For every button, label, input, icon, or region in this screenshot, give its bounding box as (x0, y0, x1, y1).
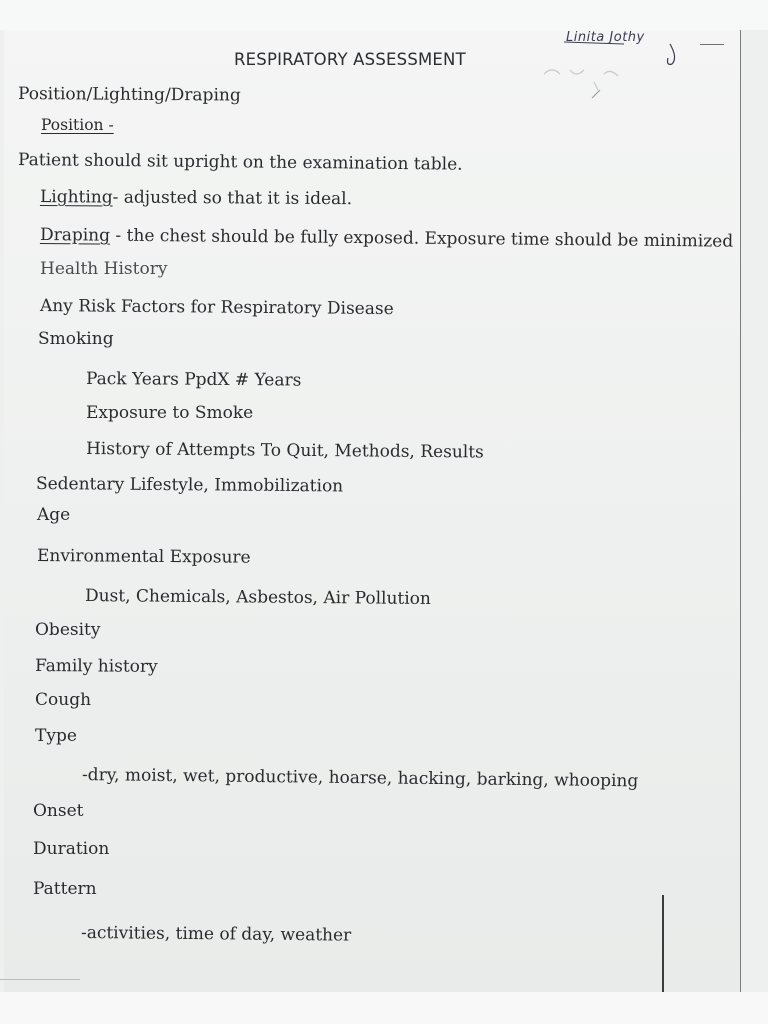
item-age: Age (37, 505, 71, 525)
item-exposure-to-smoke: Exposure to Smoke (86, 403, 254, 423)
item-cough: Cough (35, 690, 92, 710)
item-pattern-details: -activities, time of day, weather (80, 923, 352, 946)
faint-bleed-through-marks (540, 60, 630, 105)
photo-top-background (0, 0, 768, 30)
text-risk-factors: Any Risk Factors for Respiratory Disease (39, 296, 394, 320)
item-sedentary-lifestyle: Sedentary Lifestyle, Immobilization (35, 474, 344, 497)
sheet-edge-line (700, 44, 724, 45)
item-attempts-to-quit: History of Attempts To Quit, Methods, Results (85, 439, 484, 463)
margin-vertical-line (662, 895, 664, 992)
line-lighting (40, 187, 352, 209)
heading-health-history: Health History (40, 259, 168, 279)
subheading-position: Position - (41, 116, 114, 134)
text-patient-upright: Patient should sit upright on the examination table. (17, 150, 463, 175)
item-duration: Duration (33, 839, 110, 859)
item-family-history: Family history (34, 656, 158, 677)
label-draping: Draping (39, 225, 111, 246)
bottom-faint-rule (0, 979, 80, 980)
item-pack-years: Pack Years PpdX # Years (85, 369, 302, 391)
item-obesity: Obesity (35, 620, 101, 640)
paper-sheet (4, 30, 741, 992)
heading-position-lighting-draping: Position/Lighting/Draping (17, 84, 241, 106)
item-onset: Onset (33, 801, 84, 821)
signature-text: Linita Jothy (566, 30, 645, 45)
item-cough-types: -dry, moist, wet, productive, hoarse, hacking, barking, whooping (81, 765, 639, 792)
item-environmental-exposure: Environmental Exposure (36, 546, 251, 568)
item-type: Type (35, 726, 77, 746)
text-lighting: - adjusted so that it is ideal. (112, 187, 353, 210)
label-lighting: Lighting (39, 187, 113, 208)
photo-bottom-background (0, 992, 768, 1024)
item-pattern: Pattern (33, 879, 97, 899)
item-dust-chemicals: Dust, Chemicals, Asbestos, Air Pollution (84, 586, 431, 610)
item-smoking: Smoking (38, 329, 114, 349)
text-draping: - the chest should be fully exposed. Exposure time should be minimized (109, 225, 734, 252)
page-title: RESPIRATORY ASSESSMENT (234, 50, 466, 69)
